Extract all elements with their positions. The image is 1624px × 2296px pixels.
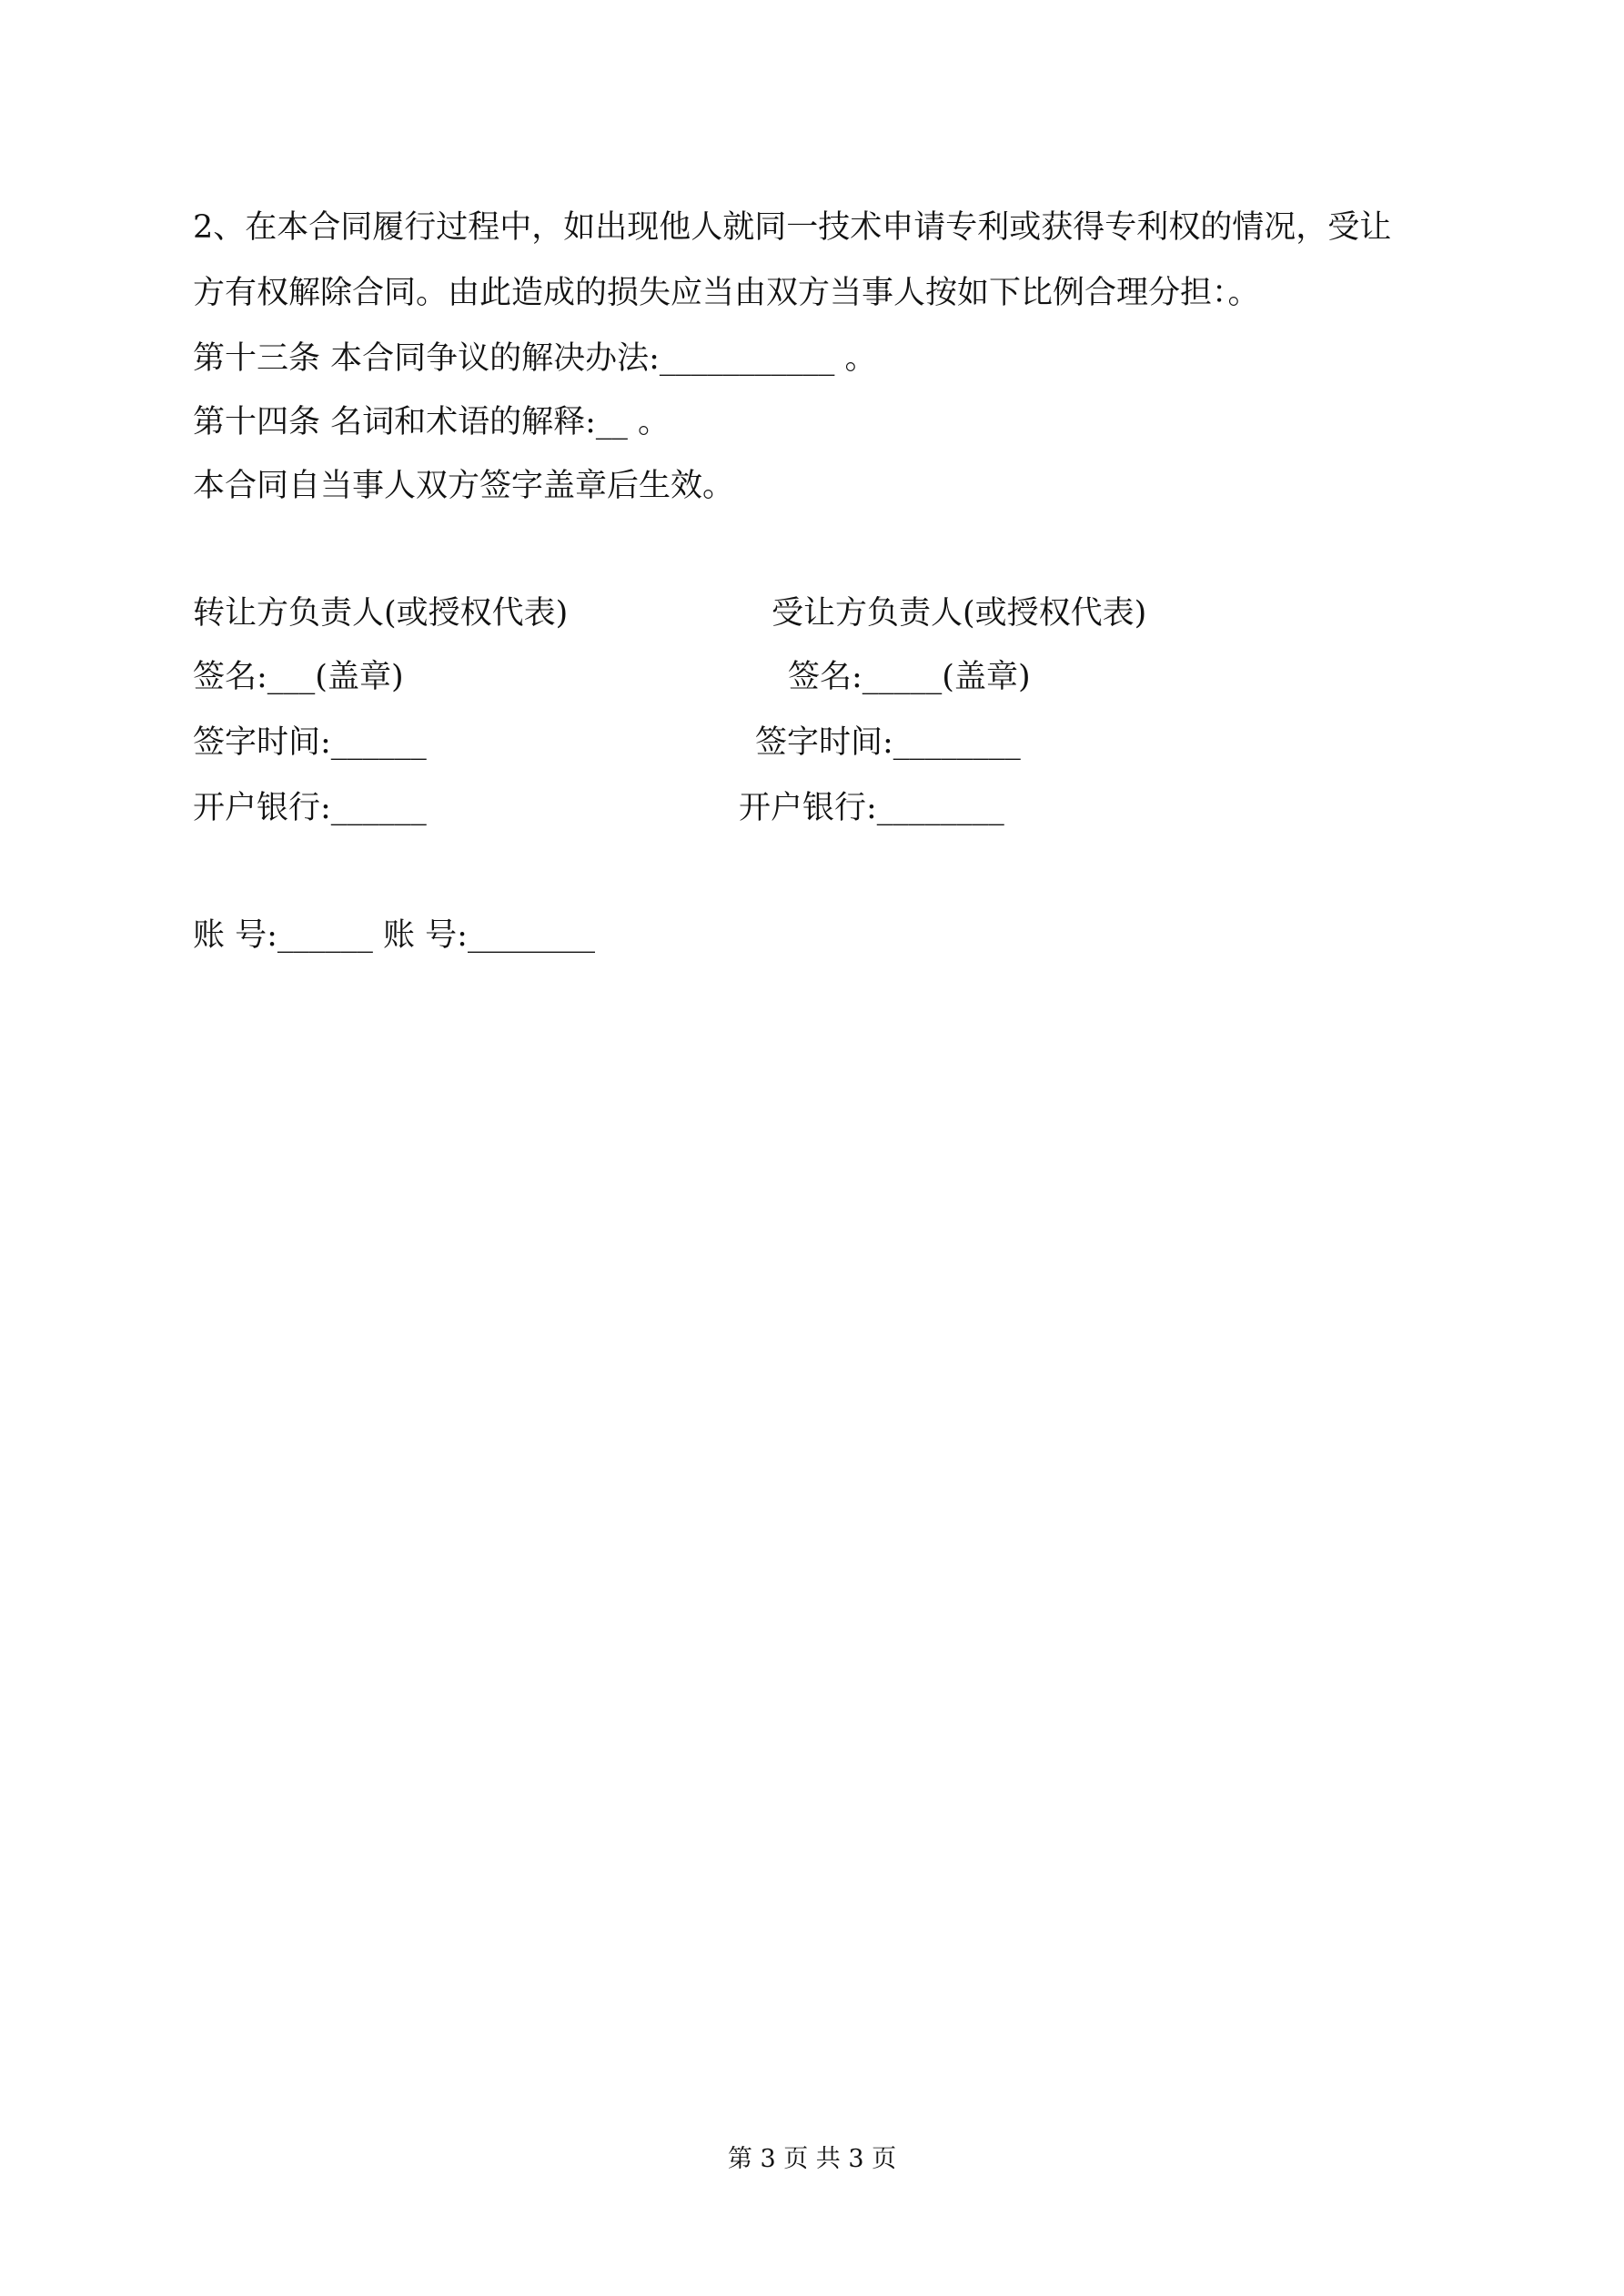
transferor-sign-date-field: 签字时间:______ — [193, 724, 427, 761]
clause-13: 第十三条 本合同争议的解决办法:___________ 。 — [193, 340, 877, 377]
transferee-bank-field: 开户银行:________ — [739, 790, 1004, 826]
page-number: 第 3 页 共 3 页 — [727, 2145, 897, 2173]
transferor-title: 转让方负责人(或授权代表) — [193, 595, 569, 632]
clause-12-item-2-line-1: 2、在本合同履行过程中，如出现他人就同一技术申请专利或获得专利权的情况，受让 — [193, 209, 1392, 246]
clause-14: 第十四条 名词和术语的解释:__ 。 — [193, 404, 671, 440]
effective-statement: 本合同自当事人双方签字盖章后生效。 — [193, 468, 735, 504]
transferee-sign-date-field: 签字时间:________ — [755, 724, 1021, 761]
transferee-title: 受让方负责人(或授权代表) — [772, 595, 1147, 632]
transferee-signature-field: 签名:_____(盖章) — [788, 659, 1031, 695]
account-number-fields: 账 号:______ 账 号:________ — [193, 917, 595, 954]
transferor-signature-field: 签名:___(盖章) — [193, 659, 404, 695]
transferor-bank-field: 开户银行:______ — [193, 790, 427, 826]
clause-12-item-2-line-2: 方有权解除合同。由此造成的损失应当由双方当事人按如下比例合理分担：。 — [193, 275, 1260, 311]
